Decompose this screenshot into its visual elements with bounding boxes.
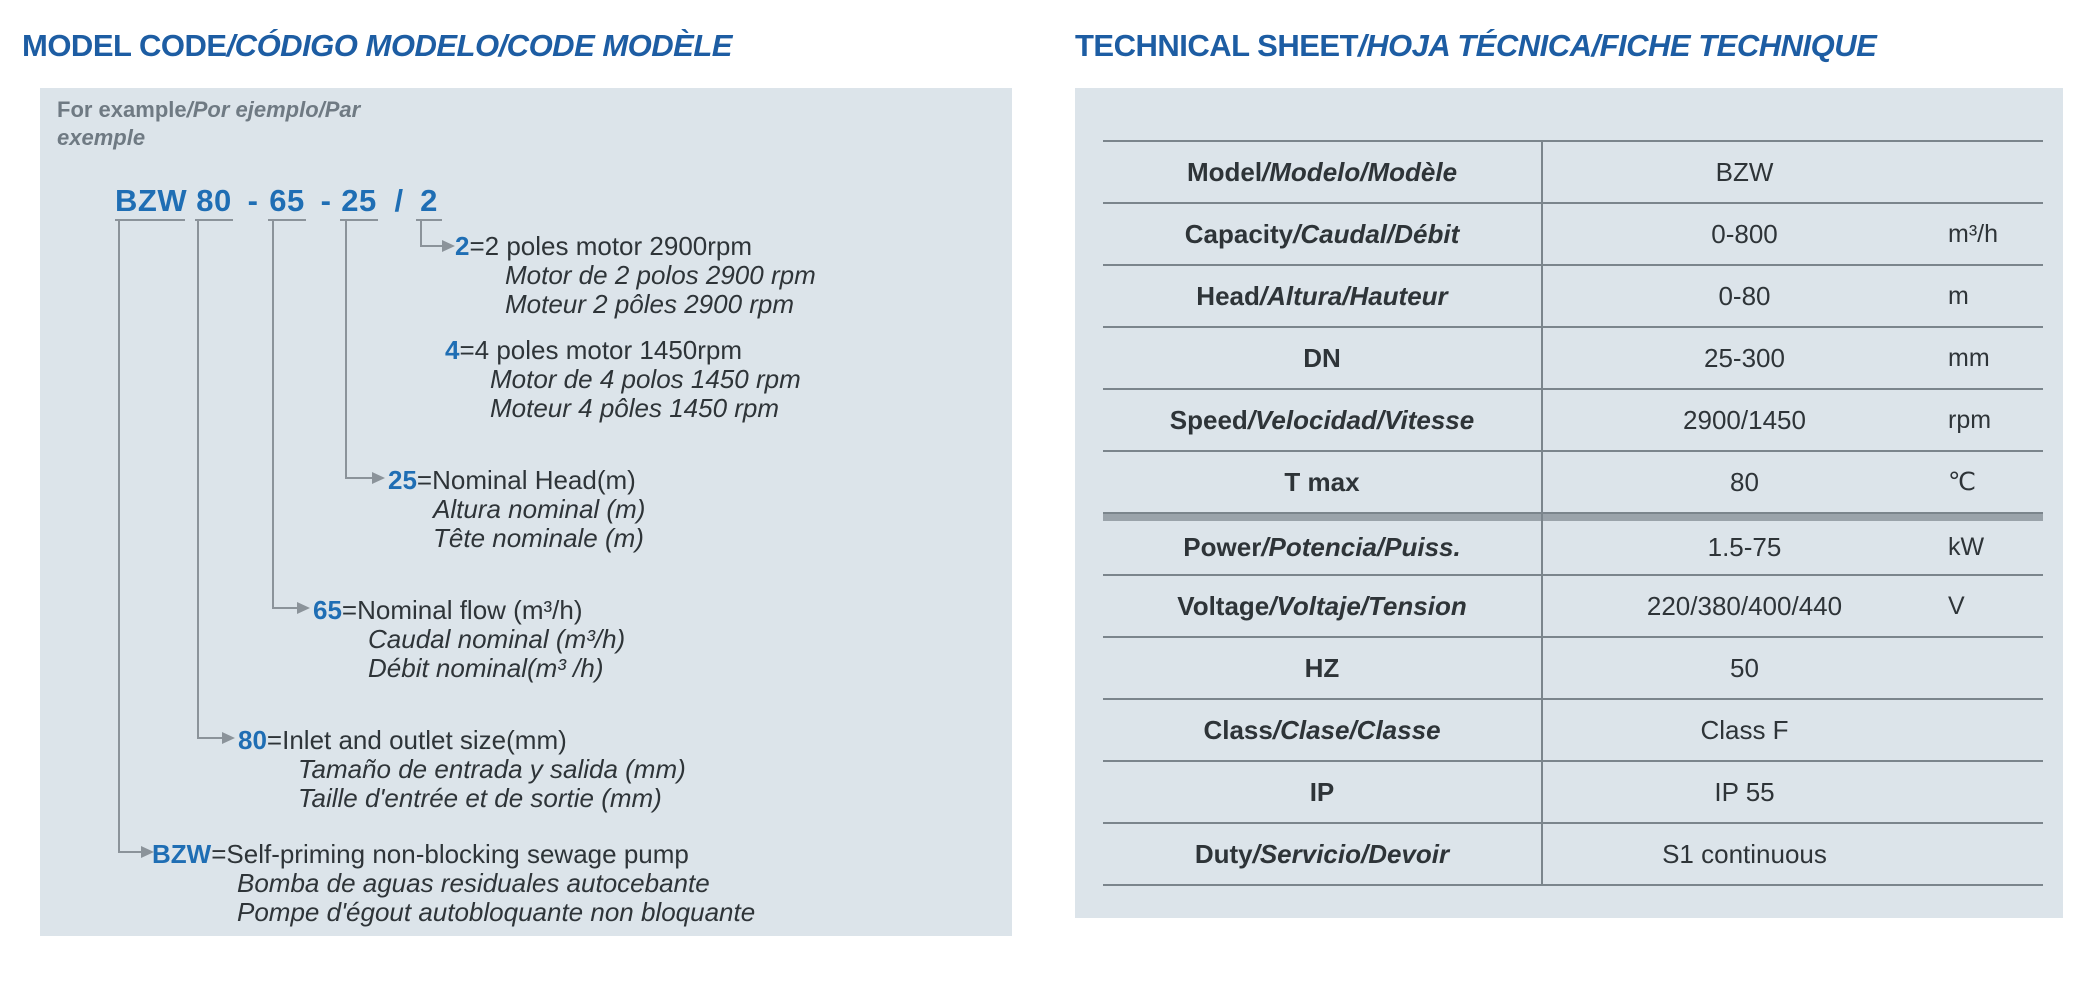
code-segment-poles: 2	[416, 183, 442, 221]
arrow-icon	[297, 602, 310, 614]
connector-line-inlet	[197, 221, 199, 739]
row-unit: m³/h	[1948, 219, 1998, 248]
model-code-title	[22, 28, 732, 64]
table-row-power	[1103, 514, 2043, 576]
example-note	[57, 96, 360, 152]
connector-line-flow	[272, 607, 298, 609]
code-separator-slash: /	[394, 183, 404, 218]
connector-line-poles	[420, 245, 443, 247]
table-row-model	[1103, 142, 2043, 204]
technical-sheet-panel	[1075, 88, 2063, 918]
row-label: T max	[1284, 466, 1360, 497]
row-label: Duty/Servicio/Devoir	[1194, 838, 1450, 869]
entry-line-en: 65=Nominal flow (m³/h)	[313, 595, 583, 625]
code-entry-flow	[313, 596, 625, 683]
code-entry-2poles	[455, 232, 816, 319]
row-label: Head/Altura/Hauteur	[1196, 280, 1448, 311]
entry-line-en: BZW=Self-priming non-blocking sewage pump	[152, 839, 689, 869]
arrow-icon	[222, 732, 235, 744]
row-unit: m	[1948, 281, 1969, 310]
model-code-title-intl: /CÓDIGO MODELO/CODE MODÈLE	[226, 28, 732, 63]
row-label: Model/Modelo/Modèle	[1186, 156, 1458, 187]
code-segment-inlet: 80	[195, 183, 233, 221]
code-separator-dash: -	[247, 183, 259, 218]
row-label: Class/Clase/Classe	[1203, 714, 1441, 745]
code-entry-family	[152, 840, 755, 927]
entry-line-es: Motor de 2 polos 2900 rpm	[505, 260, 816, 290]
entry-line-fr: Moteur 4 pôles 1450 rpm	[490, 393, 780, 423]
row-label: DN	[1303, 342, 1341, 373]
table-row-tmax	[1103, 452, 2043, 514]
code-segment-flow: 65	[268, 183, 306, 221]
connector-line-head	[345, 477, 373, 479]
connector-line-inlet	[197, 737, 223, 739]
row-value: S1 continuous	[1662, 838, 1827, 869]
code-entry-head	[388, 466, 645, 553]
entry-line-fr: Pompe d'égout autobloquante non bloquante	[237, 897, 756, 927]
row-label: HZ	[1304, 652, 1340, 683]
entry-line-en: 2=2 poles motor 2900rpm	[455, 231, 753, 261]
arrow-icon	[372, 472, 385, 484]
row-unit: ℃	[1948, 468, 1977, 496]
row-value: BZW	[1715, 156, 1774, 187]
table-column-divider	[1541, 142, 1543, 886]
technical-sheet-title-intl: /HOJA TÉCNICA/FICHE TECHNIQUE	[1358, 28, 1877, 63]
example-note-line2: exemple	[57, 125, 146, 150]
entry-line-fr: Taille d'entrée et de sortie (mm)	[298, 783, 662, 813]
row-unit: mm	[1948, 343, 1990, 372]
entry-line-fr: Tête nominale (m)	[433, 523, 644, 553]
technical-sheet-title	[1075, 28, 1876, 64]
row-value: IP 55	[1714, 776, 1775, 807]
code-entry-inlet	[238, 726, 686, 813]
table-row-head	[1103, 266, 2043, 328]
row-value: 1.5-75	[1707, 532, 1782, 562]
table-row-speed	[1103, 390, 2043, 452]
entry-line-es: Tamaño de entrada y salida (mm)	[298, 754, 686, 784]
model-code-title-en: MODEL CODE	[22, 28, 227, 63]
connector-line-family	[118, 221, 120, 853]
row-value: 0-80	[1718, 280, 1771, 311]
model-code-panel	[40, 88, 1012, 936]
row-value: 0-800	[1711, 218, 1778, 249]
row-value: 2900/1450	[1683, 404, 1806, 435]
row-value: 50	[1730, 652, 1759, 683]
connector-line-poles	[420, 221, 422, 247]
row-unit: kW	[1948, 533, 1985, 561]
code-separator-dash: -	[320, 183, 332, 218]
table-row-capacity	[1103, 204, 2043, 266]
table-row-hz	[1103, 638, 2043, 700]
table-row-class	[1103, 700, 2043, 762]
row-unit: rpm	[1948, 405, 1992, 434]
example-note-line1: For example/Por ejemplo/Par	[57, 97, 361, 122]
row-value: 25-300	[1704, 342, 1785, 373]
arrow-icon	[442, 240, 455, 252]
row-label: IP	[1309, 776, 1335, 807]
row-label: Power/Potencia/Puiss.	[1183, 532, 1461, 562]
entry-line-fr: Débit nominal(m³ /h)	[368, 653, 604, 683]
table-row-voltage	[1103, 576, 2043, 638]
row-value: 220/380/400/440	[1646, 590, 1843, 621]
connector-line-flow	[272, 221, 274, 609]
spec-table	[1103, 140, 2043, 886]
entry-line-fr: Moteur 2 pôles 2900 rpm	[505, 289, 795, 319]
connector-line-head	[345, 221, 347, 479]
row-value: Class F	[1700, 714, 1789, 745]
entry-line-es: Altura nominal (m)	[433, 494, 646, 524]
row-label: Voltage/Voltaje/Tension	[1177, 590, 1467, 621]
row-label: Capacity/Caudal/Débit	[1184, 218, 1460, 249]
connector-line-family	[118, 851, 142, 853]
entry-line-es: Motor de 4 polos 1450 rpm	[490, 364, 801, 394]
table-row-dn	[1103, 328, 2043, 390]
entry-line-es: Bomba de aguas residuales autocebante	[237, 868, 710, 898]
table-row-ip	[1103, 762, 2043, 824]
table-row-duty	[1103, 824, 2043, 886]
code-segment-head: 25	[340, 183, 378, 221]
entry-line-en: 25=Nominal Head(m)	[388, 465, 636, 495]
entry-line-en: 80=Inlet and outlet size(mm)	[238, 725, 567, 755]
entry-line-en: 4=4 poles motor 1450rpm	[445, 335, 743, 365]
technical-sheet-title-en: TECHNICAL SHEET	[1075, 28, 1359, 63]
code-segment-family: BZW	[115, 183, 185, 221]
code-entry-4poles	[445, 336, 801, 423]
row-unit: V	[1948, 591, 1965, 620]
row-label: Speed/Velocidad/Vitesse	[1169, 404, 1475, 435]
row-value: 80	[1730, 466, 1759, 497]
entry-line-es: Caudal nominal (m³/h)	[368, 624, 626, 654]
